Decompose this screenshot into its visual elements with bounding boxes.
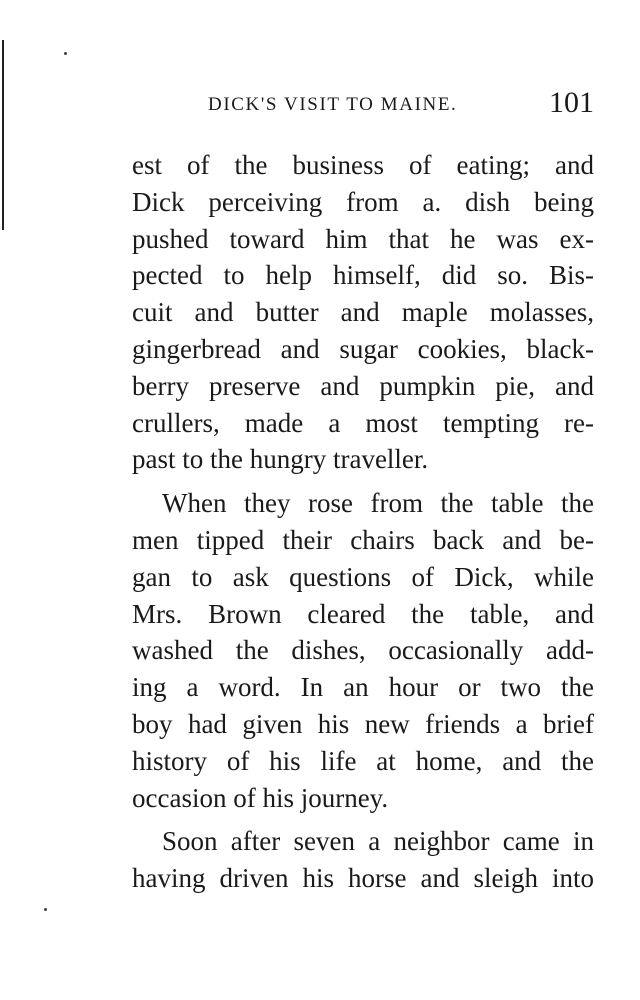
text-line: pected to help himself, did so. Bis- — [132, 260, 594, 291]
text-line: When they rose from the table the — [162, 488, 594, 519]
text-line: gan to ask questions of Dick, while — [132, 561, 594, 592]
paragraph — [132, 823, 594, 897]
text-line: Mrs. Brown cleared the table, and — [132, 598, 594, 629]
running-head — [132, 86, 594, 122]
text-line: Dick perceiving from a. dish being — [132, 186, 594, 217]
text-line: men tipped their chairs back and be- — [132, 524, 594, 555]
text-line: ing a word. In an hour or two the — [132, 672, 594, 703]
text-line: crullers, made a most tempting re- — [132, 407, 594, 438]
page-number: 101 — [549, 86, 594, 119]
paragraph — [132, 147, 594, 478]
text-line: past to the hungry traveller. — [132, 444, 429, 475]
page-edge-mark — [2, 40, 4, 230]
text-line: berry preserve and pumpkin pie, and — [132, 370, 594, 401]
body-text — [132, 147, 594, 897]
text-line: cuit and butter and maple molasses, — [132, 297, 594, 328]
print-speck — [44, 908, 47, 911]
print-speck — [64, 52, 67, 55]
running-title: DICK'S VISIT TO MAINE. — [208, 94, 458, 115]
text-line: history of his life at home, and the — [132, 745, 594, 776]
text-line: pushed toward him that he was ex- — [132, 223, 594, 254]
text-line: est of the business of eating; and — [132, 150, 594, 180]
paragraph — [132, 485, 594, 816]
text-line: Soon after seven a neighbor came in — [162, 826, 594, 857]
text-line: occasion of his journey. — [132, 782, 389, 813]
text-line: having driven his horse and sleigh into — [132, 863, 594, 894]
text-line: washed the dishes, occasionally add- — [132, 635, 594, 666]
text-line: boy had given his new friends a brief — [132, 708, 594, 739]
text-line: gingerbread and sugar cookies, black- — [132, 333, 594, 364]
